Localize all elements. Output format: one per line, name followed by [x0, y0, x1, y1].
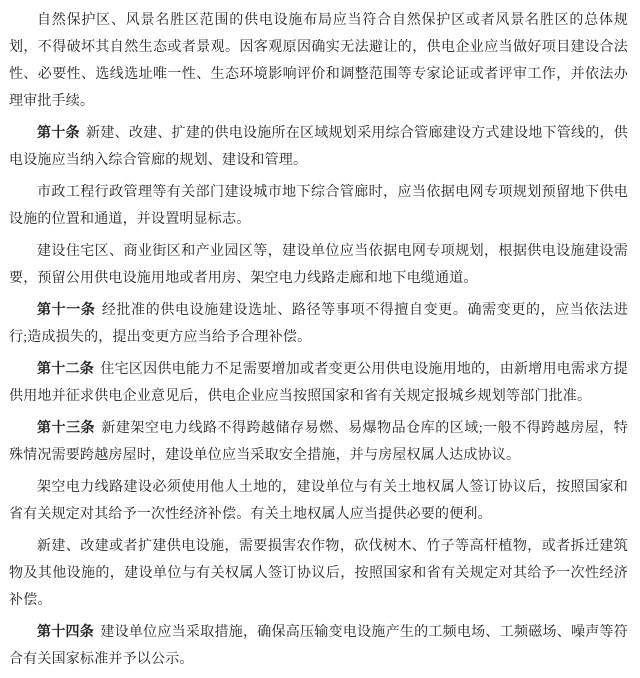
paragraph-text: 自然保护区、风景名胜区范围的供电设施布局应当符合自然保护区或者风景名胜区的总体规划，不得破坏其自然生态或者景观。因客观原因确实无法避让的，供电企业应当做好项目建设合法性、必要性、选线选址唯一性、生态环境影响评价和调整范围等专家论证或者评审工作，并依法办理审批手续。	[9, 13, 628, 109]
paragraph	[9, 533, 628, 614]
article-number: 第十三条	[37, 421, 96, 436]
paragraph-text: 新建架空电力线路不得跨越储存易燃、易爆物品仓库的区域;一般不得跨越房屋，特殊情况需要跨越房屋时，建设单位应当采取安全措施，并与房屋权属人达成协议。	[9, 421, 628, 463]
paragraph-text: 新建、改建或者扩建供电设施，需要损害农作物，砍伐树木、竹子等高杆植物，或者拆迁建筑物及其他设施的，建设单位与有关权属人签订协议后，按照国家和省有关规定对其给予一次性经济补偿。	[9, 539, 628, 608]
paragraph-article-10	[9, 120, 628, 174]
paragraph-article-13	[9, 415, 628, 469]
paragraph	[9, 238, 628, 292]
paragraph-article-12	[9, 356, 628, 410]
paragraph-text: 市政工程行政管理等有关部门建设城市地下综合管廊时，应当依据电网专项规划预留地下供电设施的位置和通道，并设置明显标志。	[9, 185, 628, 227]
article-number: 第十四条	[37, 625, 95, 640]
paragraph	[9, 179, 628, 233]
article-number: 第十二条	[37, 362, 95, 377]
paragraph-text: 建设住宅区、商业街区和产业园区等，建设单位应当依据电网专项规划，根据供电设施建设需要，预留公用供电设施用地或者用房、架空电力线路走廊和地下电缆通道。	[9, 244, 628, 286]
paragraph-text: 住宅区因供电能力不足需要增加或者变更公用供电设施用地的，由新增用电需求方提供用地并征求供电企业意见后，供电企业应当按照国家和省有关规定报城乡规划等部门批准。	[9, 362, 628, 404]
paragraph-text: 建设单位应当采取措施，确保高压输变电设施产生的工频电场、工频磁场、噪声等符合有关国家标准并予以公示。	[9, 625, 628, 667]
paragraph-article-14	[9, 619, 628, 673]
article-number: 第十一条	[37, 303, 96, 318]
paragraph-text: 新建、改建、扩建的供电设施所在区域规划采用综合管廊建设方式建设地下管线的，供电设施应当纳入综合管廊的规划、建设和管理。	[9, 126, 628, 168]
paragraph	[9, 7, 628, 115]
paragraph	[9, 474, 628, 528]
paragraph-text: 经批准的供电设施建设选址、路径等事项不得擅自变更。确需变更的，应当依法进行;造成损失的，提出变更方应当给予合理补偿。	[9, 303, 628, 345]
article-number: 第十条	[37, 126, 80, 141]
paragraph-article-11	[9, 297, 628, 351]
paragraph-text: 架空电力线路建设必须使用他人土地的，建设单位与有关土地权属人签订协议后，按照国家和省有关规定对其给予一次性经济补偿。有关土地权属人应当提供必要的便利。	[9, 480, 628, 522]
